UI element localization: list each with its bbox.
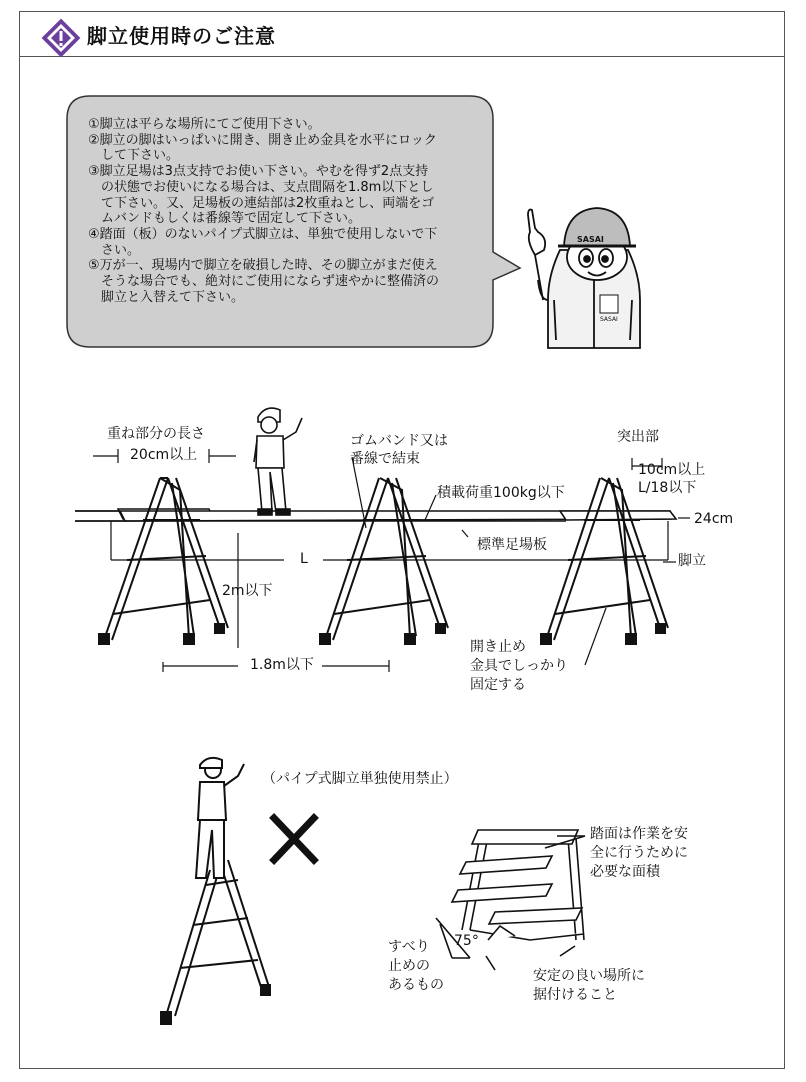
- notice-line: の状態でお使いになる場合は、支点間隔を1.8m以下とし: [88, 179, 434, 195]
- badge-logo: SASAI: [600, 316, 618, 323]
- notice-line: して下さい。: [88, 148, 180, 164]
- helmet-logo: SASAI: [577, 235, 604, 244]
- overlap-length-label: 重ね部分の長さ: [107, 426, 205, 442]
- notice-line: て下さい。又、足場板の連結部は2枚重ねとし、両端をゴ: [88, 195, 435, 211]
- prohibited-x-icon: [274, 818, 314, 860]
- anti-slip-label-2: 止めの: [388, 958, 430, 974]
- notice-line: ②脚立の脚はいっぱいに開き、開き止め金具を水平にロック: [88, 132, 437, 148]
- step-area-label-2: 全に行うために: [590, 845, 688, 861]
- protrusion-label: 突出部: [617, 429, 659, 445]
- notice-line: ①脚立は平らな場所にてご使用下さい。: [88, 117, 321, 132]
- notice-line: ④踏面（板）のないパイプ式脚立は、単独で使用しないで下: [88, 226, 438, 242]
- angle-label: 75°: [454, 933, 479, 949]
- ladder-label: 脚立: [678, 553, 706, 569]
- warning-icon: [43, 20, 79, 56]
- mascot-worker: [528, 208, 640, 348]
- worker-on-plank: [254, 408, 302, 515]
- safety-notice-list: [88, 117, 439, 305]
- pipe-ladder-illustration: [161, 758, 270, 1024]
- load-limit-label: 積載荷重100kg以下: [437, 485, 565, 501]
- notice-line: ムバンドもしくは番線等で固定して下さい。: [88, 211, 362, 227]
- anti-slip-label-1: すべり: [388, 939, 430, 955]
- board-width-label: 24cm: [694, 511, 734, 527]
- scaffold-ladder-2: [320, 478, 448, 644]
- protrusion-min-label: 10cm以上: [638, 462, 706, 478]
- stable-place-label-1: 安定の良い場所に: [533, 968, 645, 984]
- notice-line: さい。: [88, 242, 141, 258]
- step-area-label-3: 必要な面積: [590, 864, 660, 880]
- overlap-value-label: 20cm以上: [130, 447, 198, 463]
- lock-label-1: 開き止め: [470, 639, 526, 655]
- lock-label-2: 金具でしっかり: [470, 658, 568, 674]
- scaffold-ladder-3: [541, 478, 668, 644]
- page-title: 脚立使用時のご注意: [87, 24, 276, 48]
- anti-slip-label-3: あるもの: [388, 977, 444, 993]
- lock-label-3: 固定する: [470, 677, 526, 693]
- notice-line: ③脚立足場は3点支持でお使い下さい。やむを得ず2点支持: [88, 164, 429, 180]
- height-limit-label: 2m以下: [222, 583, 273, 599]
- span-l-label: L: [300, 551, 308, 567]
- notice-line: ⑤万が一、現場内で脚立を破損した時、その脚立がまだ使え: [88, 258, 438, 274]
- step-area-label-1: 踏面は作業を安: [590, 826, 688, 842]
- dimension-lines: [93, 449, 690, 672]
- pipe-ladder-ban-label: （パイプ式脚立単独使用禁止）: [262, 771, 458, 787]
- protrusion-max-label: L/18以下: [638, 480, 697, 496]
- scaffold-ladder-1: [99, 478, 228, 644]
- notice-line: そうな場合でも、絶対にご使用にならず速やかに整備済の: [88, 274, 440, 290]
- step-stool-illustration: [436, 830, 585, 970]
- notice-line: 脚立と入替えて下さい。: [88, 289, 245, 305]
- rubber-band-label: ゴムバンド又は: [350, 433, 448, 449]
- wire-binding-label: 番線で結束: [350, 451, 420, 467]
- stable-place-label-2: 据付けること: [533, 987, 617, 1003]
- standard-board-label: 標準足場板: [477, 537, 547, 553]
- spacing-limit-label: 1.8m以下: [250, 657, 314, 673]
